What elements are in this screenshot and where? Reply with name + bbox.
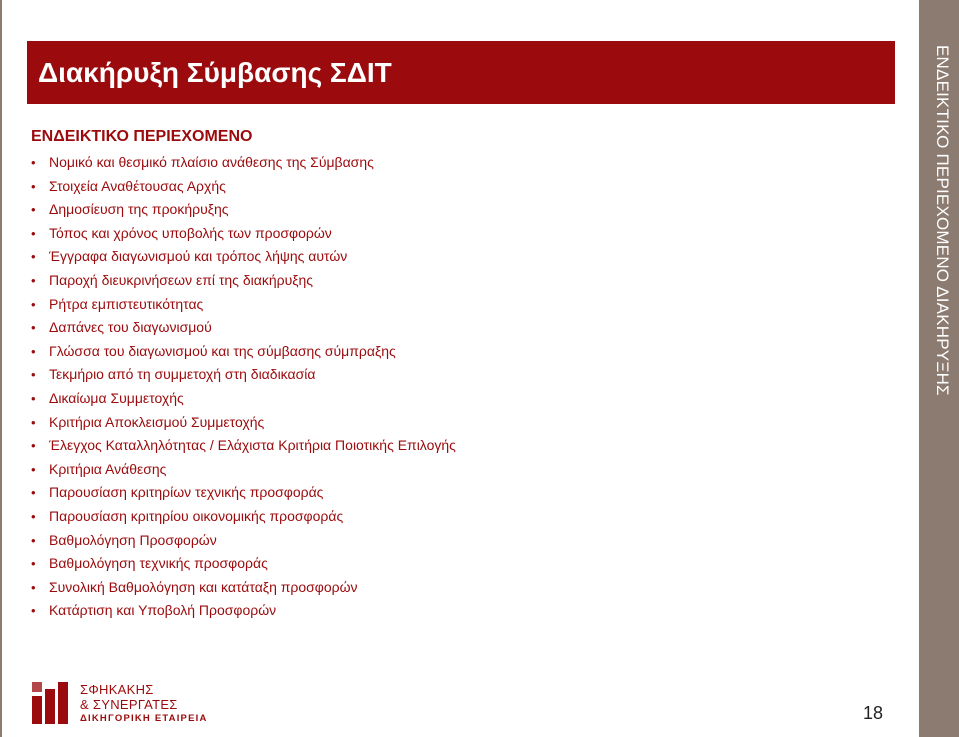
list-item: • Τεκμήριο από τη συμμετοχή στη διαδικασία	[31, 363, 456, 387]
logo-text	[80, 682, 208, 726]
list-item: • Κριτήρια Αποκλεισμού Συμμετοχής	[31, 411, 456, 435]
list-item: • Συνολική Βαθμολόγηση και κατάταξη προσφορών	[31, 576, 456, 600]
left-edge-strip	[0, 0, 2, 737]
list-item: • Παρουσίαση κριτηρίου οικονομικής προσφοράς	[31, 505, 456, 529]
list-item: • Δημοσίευση της προκήρυξης	[31, 198, 456, 222]
list-item: • Τόπος και χρόνος υποβολής των προσφορών	[31, 222, 456, 246]
company-logo	[32, 682, 208, 724]
list-item: • Ρήτρα εμπιστευτικότητας	[31, 293, 456, 317]
list-item: • Έλεγχος Καταλληλότητας / Ελάχιστα Κριτήρια Ποιοτικής Επιλογής	[31, 434, 456, 458]
list-item: • Παρουσίαση κριτηρίων τεχνικής προσφοράς	[31, 481, 456, 505]
list-item: • Βαθμολόγηση Προσφορών	[31, 529, 456, 553]
list-item: • Παροχή διευκρινήσεων επί της διακήρυξης	[31, 269, 456, 293]
slide-title: Διακήρυξη Σύμβασης ΣΔΙΤ	[38, 56, 392, 88]
section-heading: ΕΝΔΕΙΚΤΙΚΟ ΠΕΡΙΕΧΟΜΕΝΟ	[31, 128, 253, 145]
list-item: • Δικαίωμα Συμμετοχής	[31, 387, 456, 411]
logo-line-2: & ΣΥΝΕΡΓΑΤΕΣ	[80, 697, 178, 712]
list-item: • Βαθμολόγηση τεχνικής προσφοράς	[31, 552, 456, 576]
list-item: • Κριτήρια Ανάθεσης	[31, 458, 456, 482]
logo-mark-icon	[32, 682, 74, 724]
side-label: ΕΝΔΕΙΚΤΙΚΟ ΠΕΡΙΕΧΟΜΕΝΟ ΔΙΑΚΗΡΥΞΗΣ	[933, 45, 952, 396]
list-item: • Δαπάνες του διαγωνισμού	[31, 316, 456, 340]
content-list	[31, 151, 456, 623]
page-number: 18	[863, 703, 884, 723]
list-item: • Έγγραφα διαγωνισμού και τρόπος λήψης αυτών	[31, 245, 456, 269]
logo-line-1: ΣΦΗΚΑΚΗΣ	[80, 682, 154, 697]
title-banner	[27, 41, 895, 104]
logo-line-3: ΔΙΚΗΓΟΡΙΚΗ ΕΤΑΙΡΕΙΑ	[80, 713, 208, 724]
list-item: • Νομικό και θεσμικό πλαίσιο ανάθεσης της Σύμβασης	[31, 151, 456, 175]
list-item: • Κατάρτιση και Υποβολή Προσφορών	[31, 599, 456, 623]
list-item: • Στοιχεία Αναθέτουσας Αρχής	[31, 175, 456, 199]
list-item: • Γλώσσα του διαγωνισμού και της σύμβασης σύμπραξης	[31, 340, 456, 364]
